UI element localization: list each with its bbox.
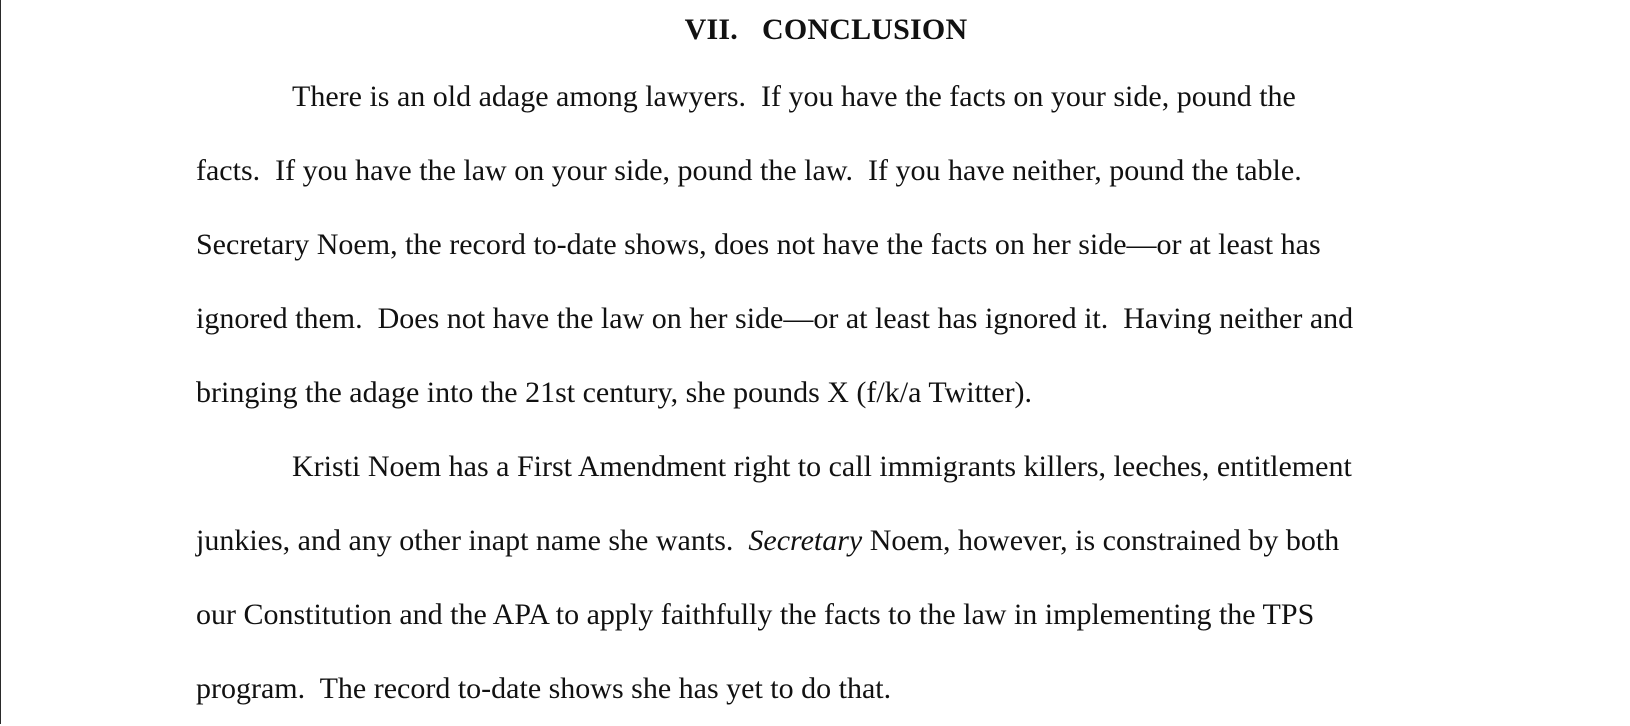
section-number: VII. (684, 13, 738, 46)
paragraph-line: There is an old adage among lawyers. If you have the facts on your side, pound the (292, 80, 1296, 113)
paragraph-line-with-emphasis (196, 504, 1456, 578)
paragraph-line: Secretary Noem, the record to-date shows, does not have the facts on her side—or at least has (196, 228, 1321, 261)
document-body (196, 0, 1456, 726)
paragraph-line: facts. If you have the law on your side, pound the law. If you have neither, pound the table. (196, 154, 1302, 187)
section-heading (196, 0, 1456, 60)
paragraph-line: bringing the adage into the 21st century, she pounds X (f/k/a Twitter). (196, 376, 1033, 409)
text-run: Noem, however, is constrained by both (862, 524, 1340, 557)
paragraph-line: Kristi Noem has a First Amendment right to call immigrants killers, leeches, entitlement (292, 450, 1352, 483)
paragraph-2 (196, 430, 1456, 726)
paragraph-1 (196, 60, 1456, 430)
text-run: junkies, and any other inapt name she wants. (196, 524, 749, 557)
paragraph-line: ignored them. Does not have the law on her side—or at least has ignored it. Having neither and (196, 302, 1354, 335)
paragraph-line: our Constitution and the APA to apply faithfully the facts to the law in implementing the TPS (196, 598, 1315, 631)
emphasized-word: Secretary (748, 524, 863, 557)
paragraph-line: program. The record to-date shows she has yet to do that. (196, 672, 892, 705)
section-title: CONCLUSION (761, 13, 968, 46)
